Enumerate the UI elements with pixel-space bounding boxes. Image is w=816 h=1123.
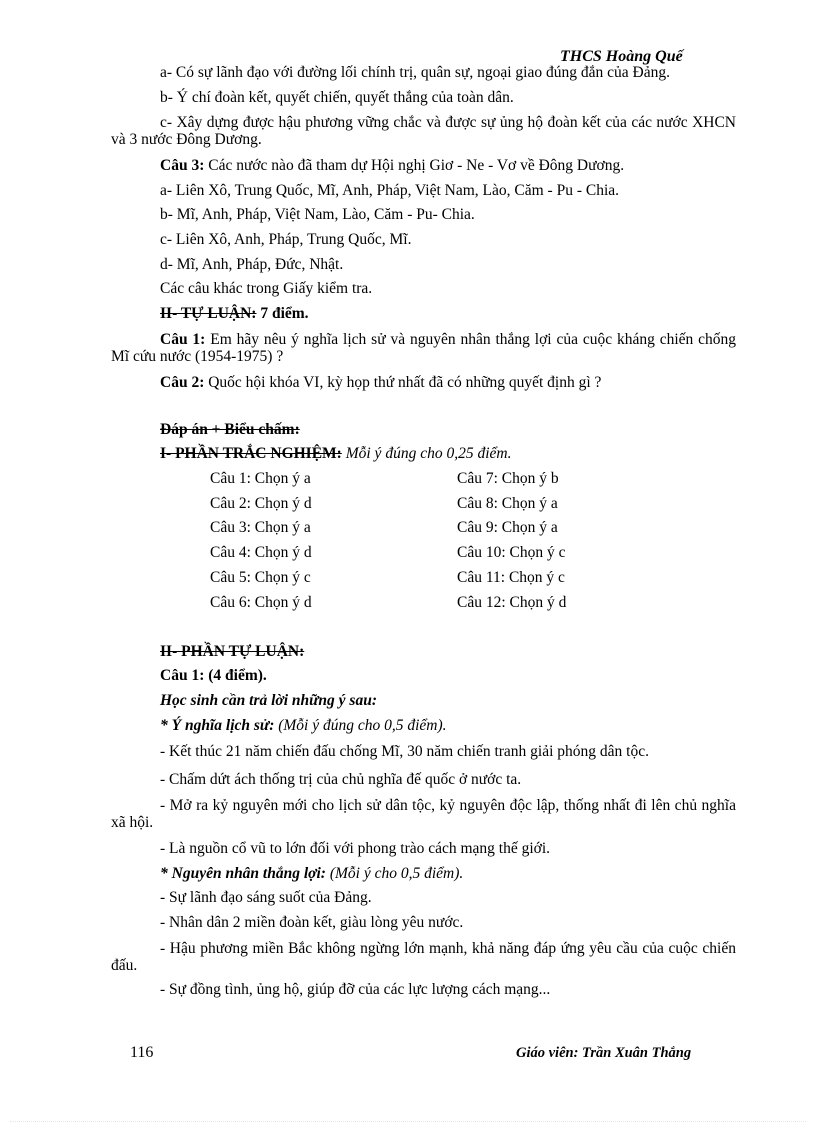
answer-right: Câu 12: Chọn ý d bbox=[457, 593, 567, 611]
cause-note: (Mỗi ý cho 0,5 điểm). bbox=[329, 864, 464, 882]
essay-question-1-label: Câu 1: bbox=[160, 330, 206, 348]
question-3-text: Các nước nào đã tham dự Hội nghị Giơ - Ne - Vơ về Đông Dương. bbox=[208, 157, 625, 174]
other-questions-note: Các câu khác trong Giấy kiểm tra. bbox=[160, 280, 373, 298]
meaning-heading bbox=[111, 714, 736, 739]
school-name: THCS Hoàng Quế bbox=[560, 48, 683, 65]
essay-q1 bbox=[111, 664, 736, 689]
cause-item: - Nhân dân 2 miền đoàn kết, giàu lòng yêu nước. bbox=[160, 914, 464, 932]
mc-note: Mỗi ý đúng cho 0,25 điểm. bbox=[345, 445, 512, 463]
answer-left: Câu 2: Chọn ý d bbox=[210, 494, 312, 512]
answer-row bbox=[111, 541, 736, 566]
answer-row bbox=[111, 591, 736, 616]
essay-heading bbox=[111, 640, 736, 665]
answer-left: Câu 5: Chọn ý c bbox=[210, 569, 311, 587]
answer-left: Câu 3: Chọn ý a bbox=[210, 519, 311, 537]
answer-key-title bbox=[111, 418, 736, 443]
meaning-item: - Là nguồn cổ vũ to lớn đối với phong trào cách mạng thế giới. bbox=[160, 840, 551, 858]
answer-right: Câu 10: Chọn ý c bbox=[457, 544, 566, 562]
answer-right: Câu 8: Chọn ý a bbox=[457, 494, 558, 512]
answer-right: Câu 7: Chọn ý b bbox=[457, 469, 559, 487]
cause-label: * Nguyên nhân thắng lợi: bbox=[160, 864, 326, 882]
answer-left: Câu 4: Chọn ý d bbox=[210, 544, 312, 562]
intro-item-c: c- Xây dựng được hậu phương vững chắc và được sự ủng hộ đoàn kết của các nước XHCN và 3 nước Đông Dương. bbox=[111, 114, 736, 148]
part2-heading-label: II- TỰ LUẬN: bbox=[160, 305, 257, 323]
essay-question-2-label: Câu 2: bbox=[160, 373, 205, 391]
part2-points: 7 điểm. bbox=[260, 305, 309, 323]
teacher-name: Giáo viên: Trần Xuân Thắng bbox=[516, 1045, 692, 1061]
answer-row bbox=[111, 566, 736, 591]
answer-left: Câu 1: Chọn ý a bbox=[210, 469, 311, 487]
intro-item-a: a- Có sự lãnh đạo với đường lối chính trị, quân sự, ngoại giao đúng đắn của Đảng. bbox=[160, 64, 670, 81]
cause-item: - Sự đồng tình, ủng hộ, giúp đỡ của các lực lượng cách mạng... bbox=[160, 980, 551, 998]
meaning-item: - Mở ra kỷ nguyên mới cho lịch sử dân tộc, kỷ nguyên độc lập, thống nhất đi lên chủ nghĩa xã hội. bbox=[111, 797, 736, 832]
part2-heading bbox=[111, 302, 736, 327]
q3-option-b: b- Mĩ, Anh, Pháp, Việt Nam, Lào, Căm - Pu- Chia. bbox=[160, 206, 475, 224]
essay-question-2 bbox=[111, 371, 736, 396]
question-3 bbox=[111, 154, 736, 179]
essay-intro-text: Học sinh cần trả lời những ý sau: bbox=[160, 692, 377, 710]
answer-key-title-text: Đáp án + Biểu chấm: bbox=[160, 420, 300, 438]
question-3-label: Câu 3: bbox=[160, 157, 205, 174]
q3-option-a: a- Liên Xô, Trung Quốc, Mĩ, Anh, Pháp, Việt Nam, Lào, Căm - Pu - Chia. bbox=[160, 181, 620, 199]
answer-row bbox=[111, 516, 736, 541]
q3-option-d: d- Mĩ, Anh, Pháp, Đức, Nhật. bbox=[160, 255, 344, 273]
answer-row bbox=[111, 467, 736, 492]
q3-option-c: c- Liên Xô, Anh, Pháp, Trung Quốc, Mĩ. bbox=[160, 231, 412, 249]
meaning-item: - Kết thúc 21 năm chiến đấu chống Mĩ, 30 năm chiến tranh giải phóng dân tộc. bbox=[160, 743, 649, 761]
cause-heading bbox=[111, 862, 736, 887]
essay-question-1-text: Em hãy nêu ý nghĩa lịch sử và nguyên nhân thắng lợi của cuộc kháng chiến chống Mĩ cứu nước (1954-1975) ? bbox=[111, 330, 737, 365]
mc-heading-label: I- PHẦN TRẮC NGHIỆM: bbox=[160, 445, 342, 463]
meaning-item: - Chấm dứt ách thống trị của chủ nghĩa đế quốc ở nước ta. bbox=[160, 771, 522, 789]
answer-left: Câu 6: Chọn ý d bbox=[210, 593, 312, 611]
mc-heading bbox=[111, 442, 736, 467]
essay-intro bbox=[111, 689, 736, 714]
page-body bbox=[111, 64, 736, 1003]
meaning-label: * Ý nghĩa lịch sử: bbox=[160, 716, 275, 734]
answer-right: Câu 9: Chọn ý a bbox=[457, 519, 558, 537]
essay-heading-text: II- PHẦN TỰ LUẬN: bbox=[160, 642, 305, 660]
intro-item-b: b- Ý chí đoàn kết, quyết chiến, quyết thắng của toàn dân. bbox=[160, 89, 514, 106]
essay-question-1 bbox=[111, 331, 736, 365]
essay-q1-label: Câu 1: (4 điểm). bbox=[160, 667, 267, 685]
answer-grid bbox=[111, 467, 736, 616]
bottom-dotted-border bbox=[10, 1121, 806, 1122]
cause-item: - Sự lãnh đạo sáng suốt của Đảng. bbox=[160, 889, 372, 907]
cause-item: - Hậu phương miền Bắc không ngừng lớn mạnh, khả năng đáp ứng yêu cầu của cuộc chiến đấu. bbox=[111, 939, 736, 974]
answer-row bbox=[111, 492, 736, 517]
answer-right: Câu 11: Chọn ý c bbox=[457, 569, 565, 587]
essay-question-2-text: Quốc hội khóa VI, kỳ họp thứ nhất đã có những quyết định gì ? bbox=[208, 373, 602, 391]
meaning-note: (Mỗi ý đúng cho 0,5 điểm). bbox=[278, 716, 447, 734]
page-number: 116 bbox=[130, 1044, 154, 1061]
